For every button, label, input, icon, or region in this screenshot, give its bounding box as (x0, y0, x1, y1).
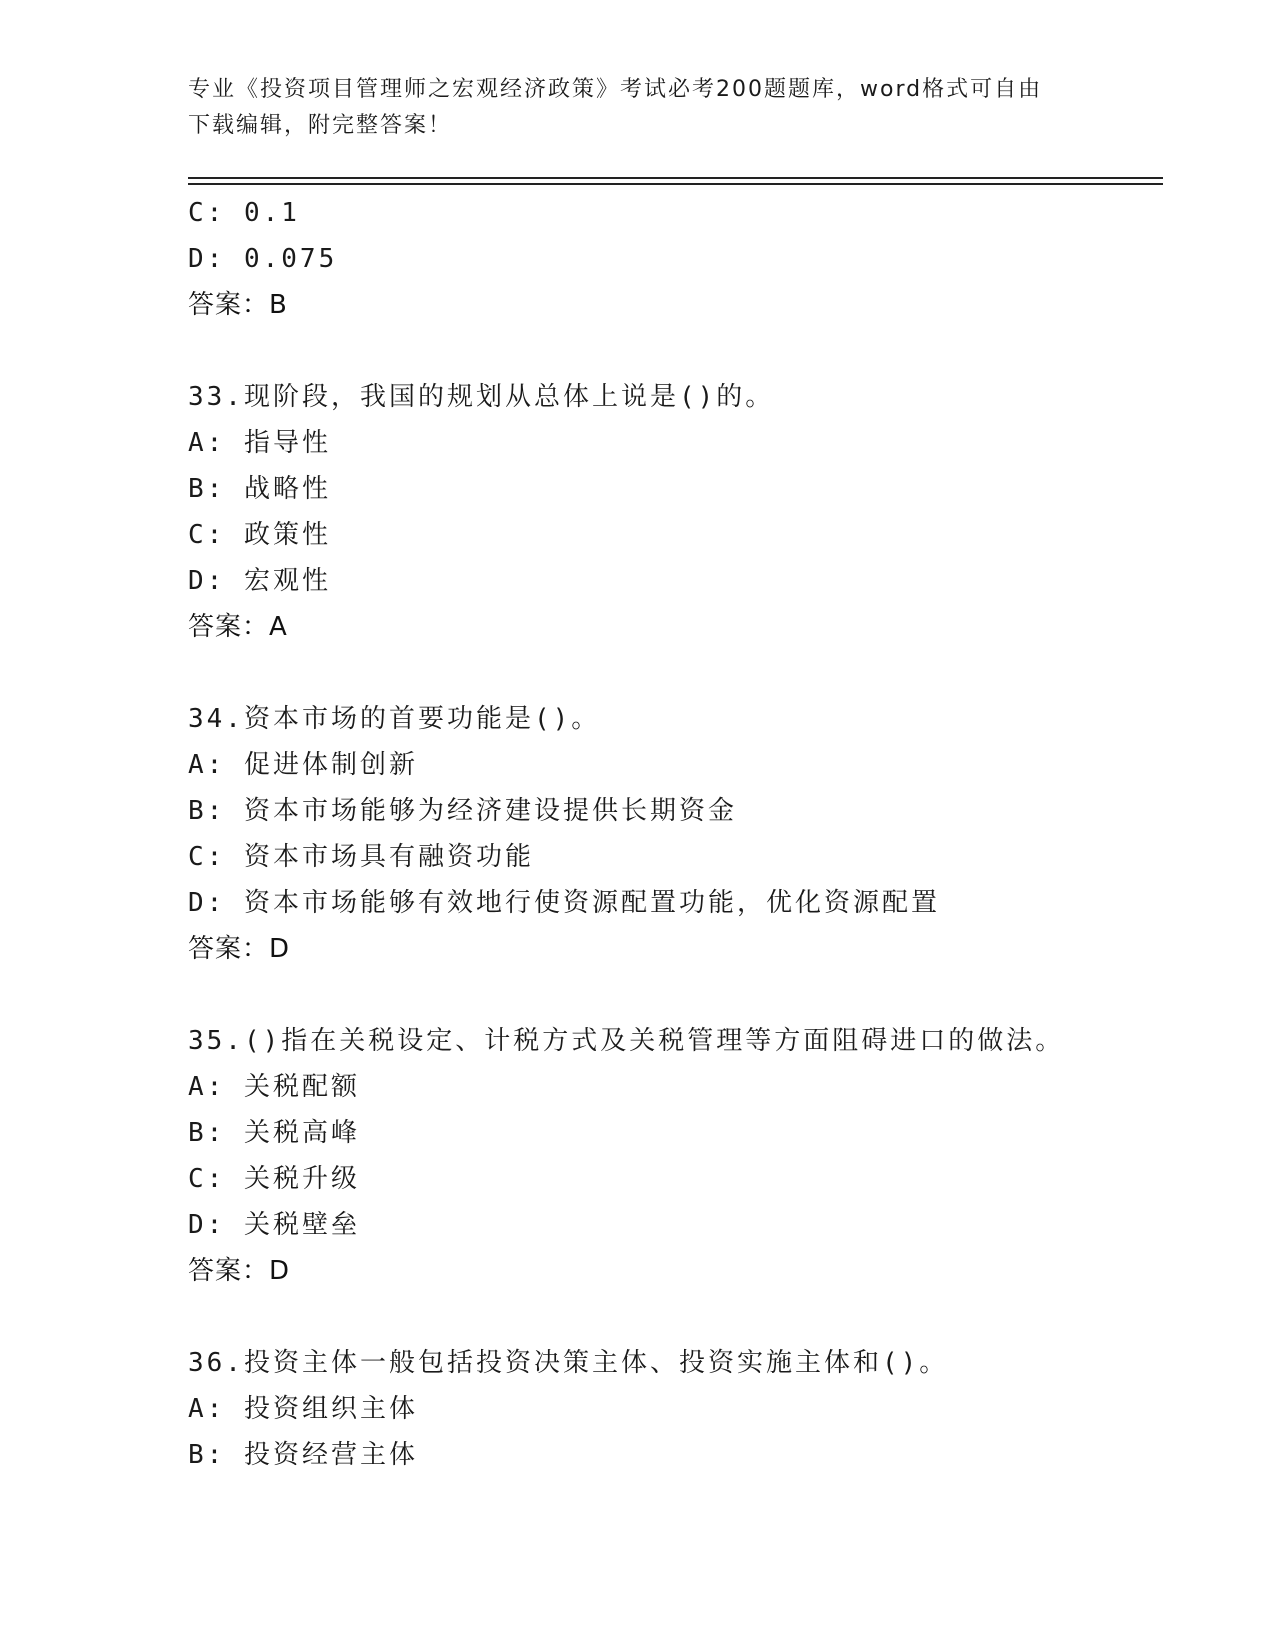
question-stem: 35.()指在关税设定、计税方式及关税管理等方面阻碍进口的做法。 (188, 1026, 1065, 1056)
header-divider-top (188, 177, 1163, 179)
answer-line: 答案：A (188, 612, 288, 642)
partial-question (188, 190, 1163, 328)
option-d: D: 0.075 (188, 244, 338, 274)
question-35 (188, 1018, 1163, 1294)
question-33 (188, 374, 1163, 650)
option-a: A: 关税配额 (188, 1072, 360, 1102)
spacer (188, 328, 1163, 374)
question-34 (188, 696, 1163, 972)
answer-line: 答案：D (188, 934, 291, 964)
option-c: C: 0.1 (188, 198, 300, 228)
answer-line: 答案：D (188, 1256, 291, 1286)
spacer (188, 1294, 1163, 1340)
question-stem: 36.投资主体一般包括投资决策主体、投资实施主体和()。 (188, 1348, 949, 1378)
option-a: A: 指导性 (188, 428, 331, 458)
question-stem: 33.现阶段，我国的规划从总体上说是()的。 (188, 382, 775, 412)
option-b: B: 投资经营主体 (188, 1440, 418, 1470)
option-d: D: 关税壁垒 (188, 1210, 360, 1240)
question-stem: 34.资本市场的首要功能是()。 (188, 704, 601, 734)
option-b: B: 资本市场能够为经济建设提供长期资金 (188, 796, 737, 826)
header-line-1: 专业《投资项目管理师之宏观经济政策》考试必考200题题库，word格式可自由 (188, 77, 1043, 102)
header-divider-bottom (188, 183, 1163, 185)
option-d: D: 宏观性 (188, 566, 331, 596)
option-c: C: 资本市场具有融资功能 (188, 842, 534, 872)
option-a: A: 投资组织主体 (188, 1394, 418, 1424)
answer-line: 答案：B (188, 290, 288, 320)
spacer (188, 650, 1163, 696)
option-a: A: 促进体制创新 (188, 750, 418, 780)
spacer (188, 972, 1163, 1018)
question-list (188, 190, 1163, 1478)
option-d: D: 资本市场能够有效地行使资源配置功能，优化资源配置 (188, 888, 940, 918)
header-line-2: 下载编辑，附完整答案！ (188, 113, 453, 138)
option-b: B: 关税高峰 (188, 1118, 360, 1148)
document-header (188, 72, 1088, 144)
option-b: B: 战略性 (188, 474, 331, 504)
option-c: C: 关税升级 (188, 1164, 360, 1194)
question-36 (188, 1340, 1163, 1478)
option-c: C: 政策性 (188, 520, 331, 550)
